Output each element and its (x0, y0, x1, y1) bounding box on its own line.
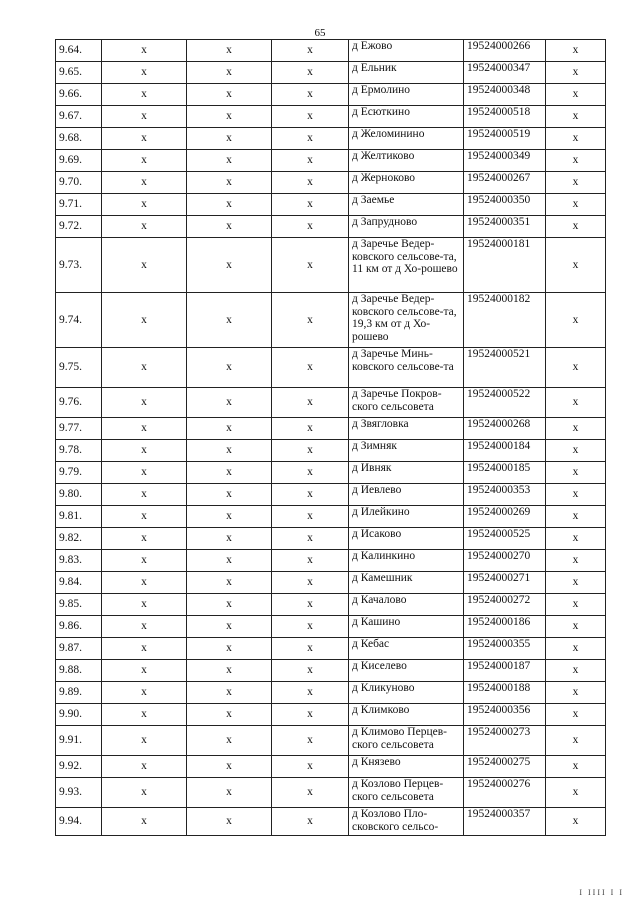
x-mark: x (546, 150, 606, 172)
x-mark: x (102, 704, 187, 726)
table-row (56, 808, 606, 836)
x-mark: x (102, 172, 187, 194)
row-number: 9.84. (56, 572, 102, 594)
row-number: 9.67. (56, 106, 102, 128)
row-number: 9.72. (56, 216, 102, 238)
x-mark: x (102, 726, 187, 756)
x-mark: x (102, 238, 187, 293)
oktmo-code: 19524000266 (464, 40, 546, 62)
row-number: 9.82. (56, 528, 102, 550)
row-number: 9.83. (56, 550, 102, 572)
x-mark: x (546, 638, 606, 660)
table-row (56, 106, 606, 128)
x-mark: x (102, 506, 187, 528)
footer-marks: I IIII I I (579, 888, 624, 897)
x-mark: x (546, 704, 606, 726)
x-mark: x (546, 484, 606, 506)
settlement-name: д Заречье Покров-ского сельсовета (349, 388, 464, 418)
x-mark: x (546, 506, 606, 528)
x-mark: x (546, 194, 606, 216)
oktmo-code: 19524000181 (464, 238, 546, 293)
x-mark: x (102, 682, 187, 704)
x-mark: x (546, 440, 606, 462)
row-number: 9.89. (56, 682, 102, 704)
row-number: 9.92. (56, 756, 102, 778)
row-number: 9.64. (56, 40, 102, 62)
x-mark: x (187, 756, 272, 778)
x-mark: x (272, 293, 349, 348)
x-mark: x (272, 40, 349, 62)
x-mark: x (187, 293, 272, 348)
row-number: 9.70. (56, 172, 102, 194)
x-mark: x (187, 128, 272, 150)
x-mark: x (546, 238, 606, 293)
table-row (56, 194, 606, 216)
oktmo-code: 19524000349 (464, 150, 546, 172)
settlement-name: д Желтиково (349, 150, 464, 172)
x-mark: x (272, 594, 349, 616)
settlement-name: д Качалово (349, 594, 464, 616)
table-row (56, 638, 606, 660)
x-mark: x (102, 616, 187, 638)
table-row (56, 660, 606, 682)
row-number: 9.73. (56, 238, 102, 293)
x-mark: x (102, 660, 187, 682)
x-mark: x (272, 616, 349, 638)
row-number: 9.76. (56, 388, 102, 418)
x-mark: x (546, 172, 606, 194)
row-number: 9.66. (56, 84, 102, 106)
table-row (56, 616, 606, 638)
table-row (56, 128, 606, 150)
x-mark: x (272, 682, 349, 704)
x-mark: x (102, 40, 187, 62)
x-mark: x (546, 128, 606, 150)
table-row (56, 418, 606, 440)
oktmo-code: 19524000188 (464, 682, 546, 704)
x-mark: x (546, 106, 606, 128)
oktmo-code: 19524000353 (464, 484, 546, 506)
x-mark: x (102, 484, 187, 506)
x-mark: x (187, 84, 272, 106)
oktmo-code: 19524000272 (464, 594, 546, 616)
table-row (56, 594, 606, 616)
settlement-name: д Илейкино (349, 506, 464, 528)
x-mark: x (187, 348, 272, 388)
x-mark: x (187, 62, 272, 84)
x-mark: x (546, 40, 606, 62)
x-mark: x (187, 484, 272, 506)
x-mark: x (546, 808, 606, 836)
x-mark: x (272, 778, 349, 808)
oktmo-code: 19524000348 (464, 84, 546, 106)
x-mark: x (102, 778, 187, 808)
settlement-name: д Ермолино (349, 84, 464, 106)
oktmo-code: 19524000355 (464, 638, 546, 660)
settlement-name: д Калинкино (349, 550, 464, 572)
x-mark: x (187, 194, 272, 216)
x-mark: x (187, 150, 272, 172)
settlement-name: д Ельник (349, 62, 464, 84)
table-row (56, 216, 606, 238)
x-mark: x (272, 84, 349, 106)
row-number: 9.94. (56, 808, 102, 836)
x-mark: x (187, 216, 272, 238)
x-mark: x (102, 594, 187, 616)
x-mark: x (546, 462, 606, 484)
x-mark: x (272, 572, 349, 594)
oktmo-code: 19524000525 (464, 528, 546, 550)
table-row (56, 293, 606, 348)
oktmo-code: 19524000522 (464, 388, 546, 418)
settlement-name: д Кашино (349, 616, 464, 638)
x-mark: x (272, 348, 349, 388)
settlement-name: д Ежово (349, 40, 464, 62)
x-mark: x (546, 62, 606, 84)
x-mark: x (272, 808, 349, 836)
settlement-name: д Зимняк (349, 440, 464, 462)
x-mark: x (187, 704, 272, 726)
x-mark: x (272, 418, 349, 440)
x-mark: x (187, 726, 272, 756)
x-mark: x (187, 440, 272, 462)
x-mark: x (546, 660, 606, 682)
settlement-name: д Кликуново (349, 682, 464, 704)
x-mark: x (102, 418, 187, 440)
x-mark: x (187, 594, 272, 616)
x-mark: x (187, 682, 272, 704)
page-number: 65 (314, 27, 326, 39)
x-mark: x (102, 106, 187, 128)
x-mark: x (546, 616, 606, 638)
x-mark: x (102, 462, 187, 484)
table-row (56, 572, 606, 594)
table-row (56, 40, 606, 62)
oktmo-code: 19524000357 (464, 808, 546, 836)
x-mark: x (102, 528, 187, 550)
x-mark: x (187, 616, 272, 638)
oktmo-code: 19524000521 (464, 348, 546, 388)
oktmo-code: 19524000268 (464, 418, 546, 440)
table-row (56, 388, 606, 418)
x-mark: x (272, 704, 349, 726)
x-mark: x (187, 550, 272, 572)
x-mark: x (187, 418, 272, 440)
x-mark: x (546, 726, 606, 756)
row-number: 9.87. (56, 638, 102, 660)
settlement-name: д Заемье (349, 194, 464, 216)
x-mark: x (272, 462, 349, 484)
x-mark: x (546, 682, 606, 704)
row-number: 9.88. (56, 660, 102, 682)
settlement-name: д Козлово Пло-сковского сельсо- (349, 808, 464, 836)
settlement-name: д Есюткино (349, 106, 464, 128)
x-mark: x (102, 293, 187, 348)
settlement-name: д Заречье Ведер-ковского сельсове-та, 11 км от д Хо-рошево (349, 238, 464, 293)
settlement-name: д Иевлево (349, 484, 464, 506)
x-mark: x (187, 388, 272, 418)
table-row (56, 550, 606, 572)
x-mark: x (272, 756, 349, 778)
x-mark: x (272, 506, 349, 528)
table-row (56, 62, 606, 84)
settlement-name: д Козлово Перцев-ского сельсовета (349, 778, 464, 808)
row-number: 9.91. (56, 726, 102, 756)
row-number: 9.90. (56, 704, 102, 726)
table-row (56, 462, 606, 484)
settlements-table (55, 39, 606, 836)
table-body (56, 40, 606, 836)
settlement-name: д Климово Перцев-ского сельсовета (349, 726, 464, 756)
x-mark: x (187, 638, 272, 660)
oktmo-code: 19524000275 (464, 756, 546, 778)
x-mark: x (102, 388, 187, 418)
oktmo-code: 19524000182 (464, 293, 546, 348)
x-mark: x (546, 594, 606, 616)
table-row (56, 778, 606, 808)
x-mark: x (546, 528, 606, 550)
x-mark: x (187, 40, 272, 62)
row-number: 9.69. (56, 150, 102, 172)
settlement-name: д Заречье Минь-ковского сельсове-та (349, 348, 464, 388)
settlement-name: д Звягловка (349, 418, 464, 440)
table-row (56, 172, 606, 194)
oktmo-code: 19524000519 (464, 128, 546, 150)
oktmo-code: 19524000267 (464, 172, 546, 194)
x-mark: x (272, 62, 349, 84)
x-mark: x (272, 388, 349, 418)
table-row (56, 726, 606, 756)
settlement-name: д Желоминино (349, 128, 464, 150)
oktmo-code: 19524000184 (464, 440, 546, 462)
x-mark: x (546, 550, 606, 572)
settlement-name: д Жерноково (349, 172, 464, 194)
oktmo-code: 19524000351 (464, 216, 546, 238)
x-mark: x (102, 84, 187, 106)
oktmo-code: 19524000270 (464, 550, 546, 572)
x-mark: x (187, 572, 272, 594)
x-mark: x (187, 528, 272, 550)
x-mark: x (546, 418, 606, 440)
table-row (56, 528, 606, 550)
x-mark: x (546, 348, 606, 388)
x-mark: x (272, 440, 349, 462)
x-mark: x (272, 726, 349, 756)
oktmo-code: 19524000186 (464, 616, 546, 638)
row-number: 9.86. (56, 616, 102, 638)
x-mark: x (187, 238, 272, 293)
row-number: 9.85. (56, 594, 102, 616)
x-mark: x (102, 808, 187, 836)
x-mark: x (102, 62, 187, 84)
settlement-name: д Кебас (349, 638, 464, 660)
x-mark: x (187, 462, 272, 484)
table-row (56, 756, 606, 778)
table-row (56, 150, 606, 172)
table-row (56, 84, 606, 106)
x-mark: x (187, 506, 272, 528)
table-row (56, 348, 606, 388)
table-row (56, 238, 606, 293)
x-mark: x (272, 638, 349, 660)
x-mark: x (102, 128, 187, 150)
x-mark: x (546, 388, 606, 418)
x-mark: x (272, 238, 349, 293)
x-mark: x (546, 756, 606, 778)
oktmo-code: 19524000276 (464, 778, 546, 808)
x-mark: x (272, 150, 349, 172)
x-mark: x (546, 572, 606, 594)
x-mark: x (102, 440, 187, 462)
x-mark: x (272, 172, 349, 194)
x-mark: x (272, 550, 349, 572)
row-number: 9.68. (56, 128, 102, 150)
row-number: 9.81. (56, 506, 102, 528)
table-row (56, 484, 606, 506)
settlement-name: д Камешник (349, 572, 464, 594)
x-mark: x (272, 128, 349, 150)
x-mark: x (272, 484, 349, 506)
x-mark: x (102, 550, 187, 572)
row-number: 9.74. (56, 293, 102, 348)
x-mark: x (272, 660, 349, 682)
row-number: 9.77. (56, 418, 102, 440)
x-mark: x (187, 660, 272, 682)
table-row (56, 682, 606, 704)
x-mark: x (272, 528, 349, 550)
oktmo-code: 19524000356 (464, 704, 546, 726)
x-mark: x (102, 150, 187, 172)
settlement-name: д Климково (349, 704, 464, 726)
settlement-name: д Князево (349, 756, 464, 778)
x-mark: x (187, 172, 272, 194)
oktmo-code: 19524000271 (464, 572, 546, 594)
settlement-name: д Исаково (349, 528, 464, 550)
settlement-name: д Киселево (349, 660, 464, 682)
row-number: 9.65. (56, 62, 102, 84)
x-mark: x (102, 216, 187, 238)
x-mark: x (187, 778, 272, 808)
table-row (56, 506, 606, 528)
oktmo-code: 19524000347 (464, 62, 546, 84)
x-mark: x (187, 808, 272, 836)
x-mark: x (102, 572, 187, 594)
x-mark: x (102, 638, 187, 660)
x-mark: x (272, 106, 349, 128)
x-mark: x (546, 84, 606, 106)
x-mark: x (546, 778, 606, 808)
oktmo-code: 19524000269 (464, 506, 546, 528)
oktmo-code: 19524000185 (464, 462, 546, 484)
oktmo-code: 19524000273 (464, 726, 546, 756)
settlement-name: д Заречье Ведер-ковского сельсове-та, 19,3 км от д Хо-рошево (349, 293, 464, 348)
x-mark: x (272, 216, 349, 238)
row-number: 9.79. (56, 462, 102, 484)
row-number: 9.71. (56, 194, 102, 216)
table-row (56, 440, 606, 462)
settlement-name: д Ивняк (349, 462, 464, 484)
x-mark: x (102, 194, 187, 216)
settlement-name: д Запруднoво (349, 216, 464, 238)
row-number: 9.80. (56, 484, 102, 506)
oktmo-code: 19524000187 (464, 660, 546, 682)
oktmo-code: 19524000518 (464, 106, 546, 128)
oktmo-code: 19524000350 (464, 194, 546, 216)
x-mark: x (187, 106, 272, 128)
x-mark: x (272, 194, 349, 216)
x-mark: x (102, 348, 187, 388)
x-mark: x (546, 293, 606, 348)
row-number: 9.78. (56, 440, 102, 462)
x-mark: x (546, 216, 606, 238)
x-mark: x (102, 756, 187, 778)
row-number: 9.75. (56, 348, 102, 388)
table-row (56, 704, 606, 726)
row-number: 9.93. (56, 778, 102, 808)
